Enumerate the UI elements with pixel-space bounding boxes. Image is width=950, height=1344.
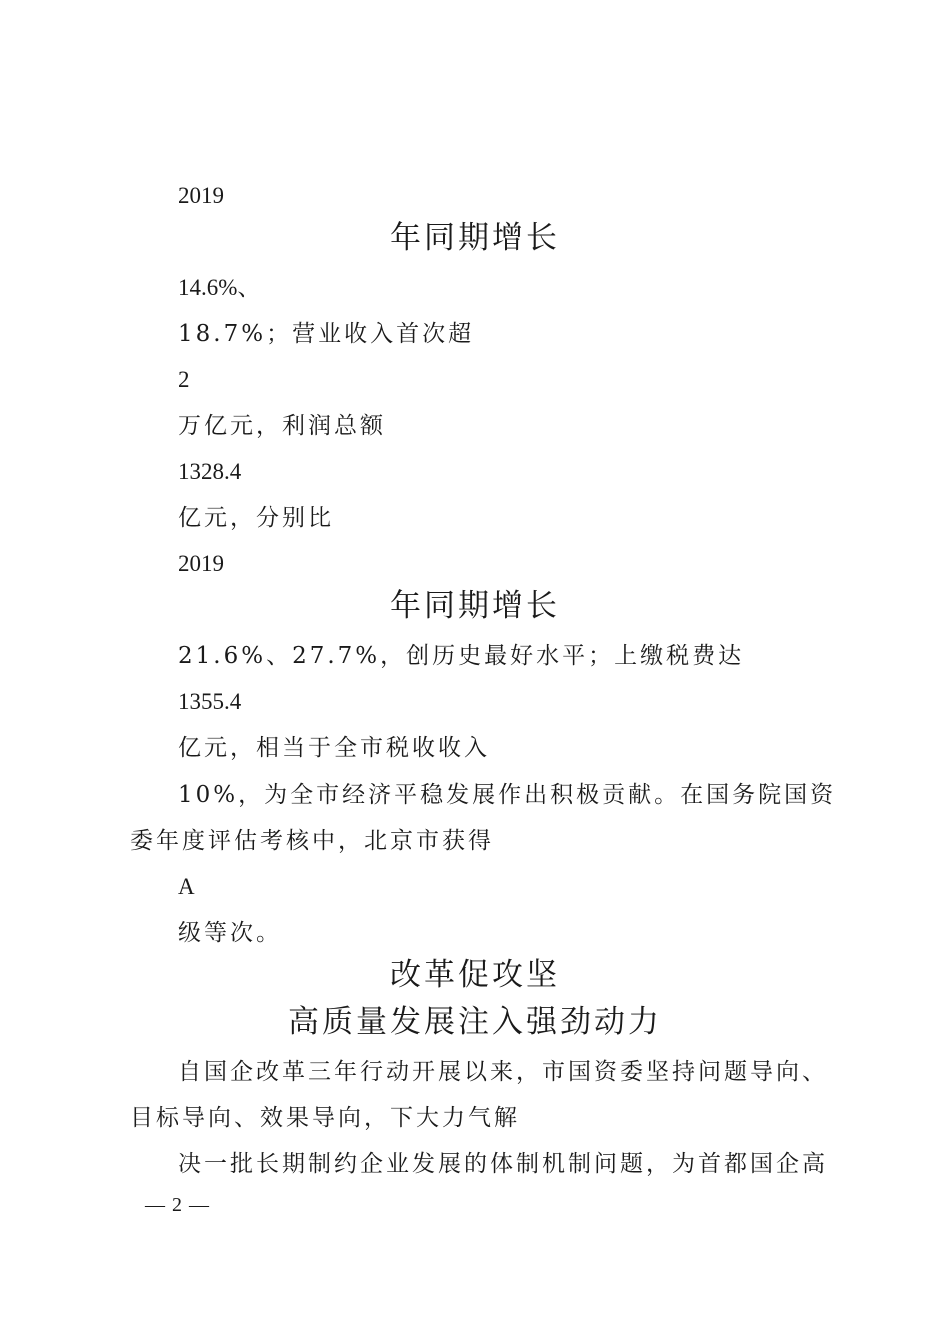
page-number: — 2 —	[145, 1194, 210, 1216]
text-line: 万亿元，利润总额	[178, 413, 386, 439]
text-line: 决一批长期制约企业发展的体制机制问题，为首都国企高	[178, 1151, 828, 1177]
text-line: 21.6%、27.7%，创历史最好水平；上缴税费达	[178, 643, 745, 669]
section-heading: 改革促攻坚	[390, 957, 560, 993]
section-heading: 高质量发展注入强劲动力	[288, 1004, 662, 1040]
heading-line: 年同期增长	[390, 220, 560, 256]
text-line: 2	[178, 367, 190, 392]
text-line: 10%，为全市经济平稳发展作出积极贡献。在国务院国资	[178, 782, 837, 808]
text-line: 2019	[178, 183, 224, 208]
text-line: 1355.4	[178, 689, 242, 714]
text-line: 14.6%、	[178, 275, 261, 300]
text-line: A	[178, 874, 195, 899]
text-line: 亿元，相当于全市税收收入	[178, 735, 490, 761]
text-line: 18.7%；营业收入首次超	[178, 321, 475, 347]
text-line: 亿元，分别比	[178, 505, 334, 531]
text-line: 1328.4	[178, 459, 242, 484]
text-line: 级等次。	[178, 920, 282, 946]
text-line: 自国企改革三年行动开展以来，市国资委坚持问题导向、	[178, 1059, 828, 1085]
text-line: 委年度评估考核中，北京市获得	[130, 828, 494, 854]
text-line: 2019	[178, 551, 224, 576]
text-line: 目标导向、效果导向，下大力气解	[130, 1105, 520, 1131]
heading-line: 年同期增长	[390, 588, 560, 624]
